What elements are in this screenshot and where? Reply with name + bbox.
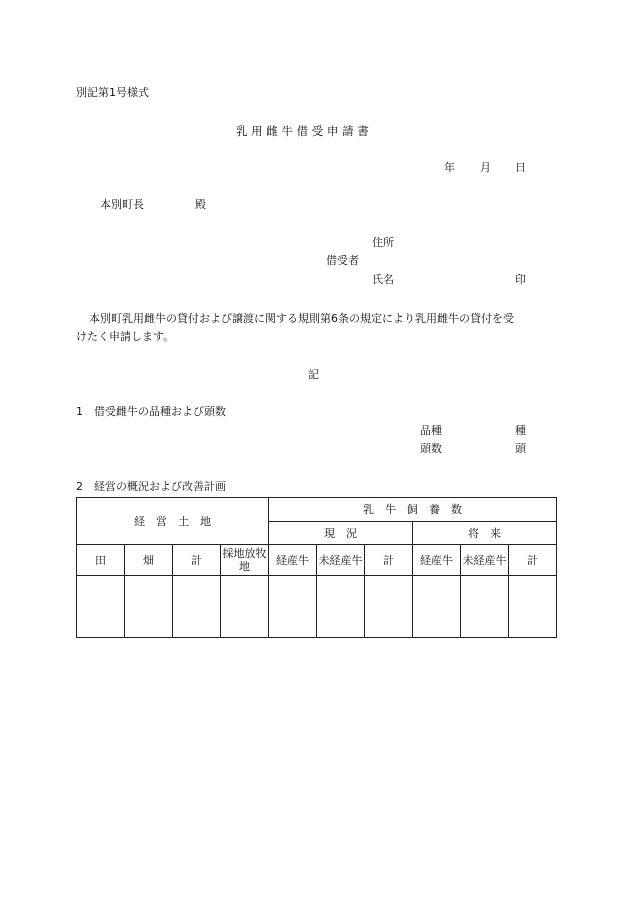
- col-current-parous: 経産牛: [269, 545, 317, 576]
- address-label: 住所: [372, 236, 394, 249]
- date-month: 月: [480, 161, 491, 174]
- col-future-total: 計: [509, 545, 557, 576]
- input-future-parous[interactable]: [413, 576, 461, 638]
- count-unit: 頭: [515, 442, 526, 455]
- section2-heading: 2 経営の概況および改善計画: [76, 480, 226, 493]
- input-future-nulliparous[interactable]: [461, 576, 509, 638]
- body-text-line1: 本別町乳用雌牛の貸付および譲渡に関する規則第6条の規定により乳用雌牛の貸付を受: [89, 312, 514, 325]
- input-land-total[interactable]: [173, 576, 221, 638]
- page-title: 乳 用 雌 牛 借 受 申 請 書: [236, 124, 369, 138]
- col-current-total: 計: [365, 545, 413, 576]
- input-current-parous[interactable]: [269, 576, 317, 638]
- section1-heading: 1 借受雌牛の品種および頭数: [76, 405, 226, 418]
- col-current-nulliparous: 未経産牛: [317, 545, 365, 576]
- addressee-name: 本別町長: [100, 198, 144, 211]
- land-header: 経 営 土 地: [77, 498, 269, 545]
- col-future-parous: 経産牛: [413, 545, 461, 576]
- ki-heading: 記: [308, 368, 319, 381]
- name-label: 氏名: [372, 273, 394, 286]
- cattle-header: 乳 牛 飼 養 数: [269, 498, 557, 522]
- input-current-total[interactable]: [365, 576, 413, 638]
- seal-mark: 印: [515, 273, 526, 286]
- current-header: 現 況: [269, 522, 413, 545]
- date-day: 日: [515, 161, 526, 174]
- management-table: [76, 497, 557, 638]
- addressee-honorific: 殿: [195, 198, 206, 211]
- input-current-nulliparous[interactable]: [317, 576, 365, 638]
- input-pasture[interactable]: [221, 576, 269, 638]
- breed-unit: 種: [515, 424, 526, 437]
- count-label: 頭数: [420, 442, 442, 455]
- col-future-nulliparous: 未経産牛: [461, 545, 509, 576]
- col-rice-field: 田: [77, 545, 125, 576]
- col-upland-field: 畑: [125, 545, 173, 576]
- breed-label: 品種: [420, 424, 442, 437]
- borrower-label: 借受者: [326, 254, 359, 267]
- form-number: 別記第1号様式: [76, 86, 149, 99]
- input-rice-field[interactable]: [77, 576, 125, 638]
- input-upland-field[interactable]: [125, 576, 173, 638]
- date-year: 年: [444, 161, 455, 174]
- col-land-total: 計: [173, 545, 221, 576]
- body-text-line2: けたく申請します。: [76, 330, 175, 343]
- col-pasture: 採地放牧地: [221, 545, 269, 576]
- future-header: 将 来: [413, 522, 557, 545]
- input-future-total[interactable]: [509, 576, 557, 638]
